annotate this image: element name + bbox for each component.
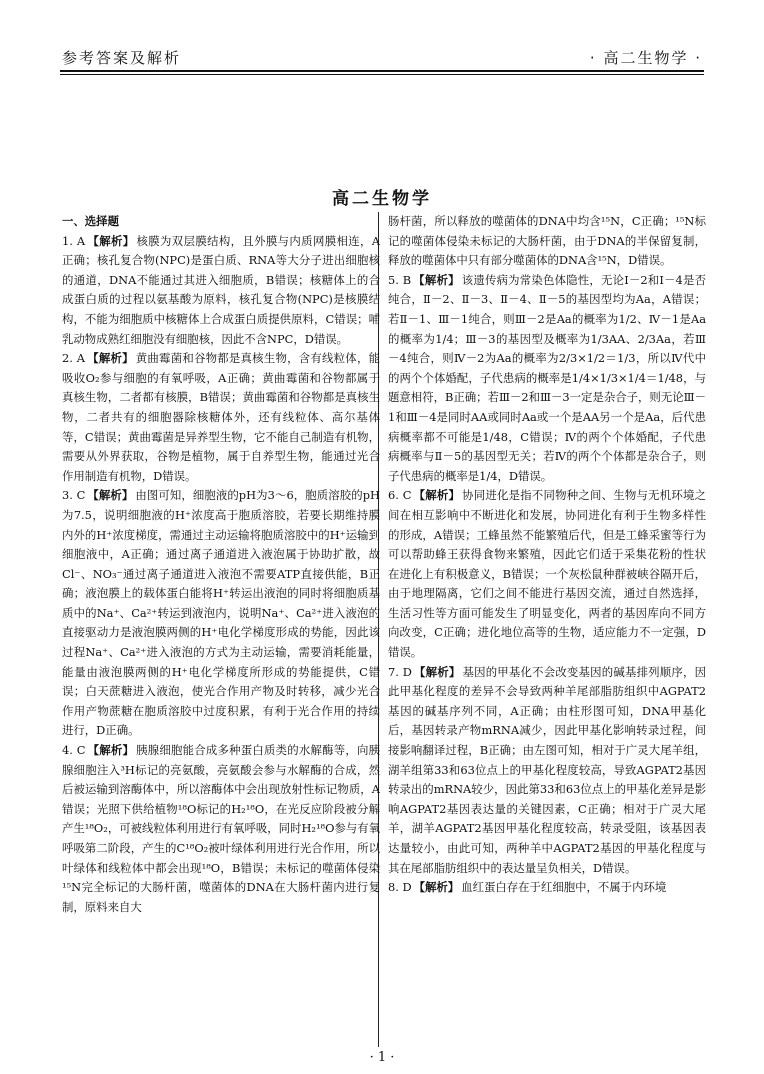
answer-text: 黄曲霉菌和谷物都是真核生物，含有线粒体，能吸收O₂参与细胞的有氧呼吸，A正确；黄曲霉菌和谷物都属于真核生物，二者都有核膜，B错误；黄曲霉菌和谷物都是真核生物，二者共有的细胞器除核糖体外，还有线粒体、高尔基体等，C错误；黄曲霉菌是异养型生物，它不能自己制造有机物，需要从外界获取，谷物是植物，属于自养型生物，能通过光合作用制造有机物，D错误。: [62, 351, 380, 483]
answer-text: 血红蛋白存在于红细胞中，不属于内环境: [461, 880, 667, 895]
analysis-tag: 【解析】: [87, 488, 134, 503]
analysis-tag: 【解析】: [413, 272, 460, 287]
answer-number: 3. C: [62, 488, 86, 503]
header-rule-thin: [60, 74, 704, 75]
analysis-tag: 【解析】: [413, 488, 461, 503]
answer-item: [388, 486, 706, 662]
answer-text: 基因的甲基化不会改变基因的碱基排列顺序，因此甲基化程度的差异不会导致两种羊尾部脂肪组织中AGPAT2基因的碱基序列不同，A正确；由柱形图可知，DNA甲基化后，基因转录产物mRNA减少，因此甲基化影响转录过程，间接影响翻译过程，B正确；由左图可知，相对于广灵大尾羊组，湖羊组第33和63位点上的甲基化程度较高，导致AGPAT2基因转录出的mRNA较少，因此第33和63位点上的甲基化差异是影响AGPAT2基因表达量的关键因素，C正确；相对于广灵大尾羊，湖羊AGPAT2基因甲基化程度较高，转录受阻，该基因表达量较小，由此可知，两种羊中AGPAT2基因的甲基化程度与其在尾部脂肪组织中的表达量呈负相关，D错误。: [388, 664, 706, 875]
header-left-title: 参考答案及解析: [62, 49, 182, 67]
answer-number: 1. A: [62, 233, 86, 248]
answer-number: 8. D: [388, 880, 412, 895]
analysis-tag: 【解析】: [87, 743, 135, 758]
answer-item: [62, 349, 380, 486]
answer-item: [62, 486, 380, 741]
answer-item-q4-continued: [388, 212, 706, 271]
answer-text-continued: 肠杆菌，所以释放的噬菌体的DNA中均含¹⁵N，C正确；¹⁵N标记的噬菌体侵染未标记的大肠杆菌，由于DNA的半保留复制，释放的噬菌体中只有部分噬菌体的DNA含¹⁵N，D错误。: [388, 214, 706, 268]
analysis-tag: 【解析】: [86, 351, 134, 366]
answer-number: 7. D: [388, 664, 412, 679]
answer-text: 该遗传病为常染色体隐性，无论Ⅰ－2和Ⅰ－4是否纯合，Ⅱ－2、Ⅱ－3、Ⅱ－4、Ⅱ－5的基因型均为Aa，A错误；若Ⅱ－1、Ⅲ－1纯合，则Ⅲ－2是Aa的概率为1/2、Ⅳ－1是Aa的概率为1/4；Ⅲ－3的基因型及概率为1/3AA、2/3Aa，若Ⅲ－4纯合，则Ⅳ－2为Aa的概率为2/3×1/2＝1/3，所以Ⅳ代中的两个个体婚配，子代患病的概率是1/4×1/3×1/4＝1/48，与题意相符，B正确；若Ⅲ－2和Ⅲ－3一定是杂合子，则无论Ⅲ－1和Ⅲ－4是同时AA或同时Aa或一个是AA另一个是Aa，后代患病概率都不可能是1/48，C错误；Ⅳ的两个个体婚配，子代患病概率与Ⅱ－5的基因型无关；若Ⅳ的两个个体都是杂合子，则子代患病的概率是1/4，D错误。: [388, 272, 706, 483]
answer-item: [62, 232, 380, 350]
answer-number: 5. B: [388, 272, 412, 287]
left-column: [62, 212, 380, 917]
answer-number: 6. C: [388, 488, 412, 503]
analysis-tag: 【解析】: [87, 233, 135, 248]
answer-text: 由图可知，细胞液的pH为3～6，胞质溶胶的pH为7.5，说明细胞液的H⁺浓度高于胞质溶胶，若要长期维持膜内外的H⁺浓度梯度，需通过主动运输将胞质溶胶中的H⁺运输到细胞液中，A正确；通过离子通道进入液泡属于协助扩散，故Cl⁻、NO₃⁻通过离子通道进入液泡不需要ATP直接供能，B正确；液泡膜上的载体蛋白能将H⁺转运出液泡的同时将细胞质基质中的Na⁺、Ca²⁺转运到液泡内，说明Na⁺、Ca²⁺进入液泡的直接驱动力是液泡膜两侧的H⁺电化学梯度形成的势能，因此该过程Na⁺、Ca²⁺进入液泡的方式为主动运输，需要消耗能量，能量由液泡膜两侧的H⁺电化学梯度所形成的势能提供，C错误；白天蔗糖进入液泡，使光合作用产物及时转移，减少光合作用产物蔗糖在胞质溶胶中过度积累，有利于光合作用的持续进行，D正确。: [62, 488, 380, 738]
right-column: [388, 212, 706, 898]
page-title: 高二生物学: [332, 189, 432, 209]
answer-number: 4. C: [62, 743, 86, 758]
analysis-tag: 【解析】: [413, 880, 460, 895]
answer-item: [388, 878, 706, 898]
section-heading: 一、选择题: [62, 214, 119, 228]
answer-number: 2. A: [62, 351, 85, 366]
header-right-subject: · 高二生物学 ·: [589, 49, 702, 67]
page-number: · 1 ·: [369, 1050, 395, 1065]
answer-item: [388, 663, 706, 879]
answer-item: [388, 271, 706, 487]
answer-item-q4-start: [62, 741, 380, 917]
header-rule: [60, 70, 704, 72]
answer-text: 核膜为双层膜结构，且外膜与内质网膜相连，A正确；核孔复合物(NPC)是蛋白质、RNA等大分子进出细胞核的通道，DNA不能通过其进入细胞质，B错误；核糖体上的合成蛋白质的过程以氨基酸为原料，核孔复合物(NPC)是核膜结构，不能为细胞质中核糖体上合成蛋白质提供原料，C错误；哺乳动物成熟红细胞没有细胞核，因此不含NPC，D错误。: [62, 233, 380, 346]
answer-text: 胰腺细胞能合成多种蛋白质类的水解酶等，向胰腺细胞注入³H标记的亮氨酸，亮氨酸会参与水解酶的合成，然后被运输到溶酶体中，所以溶酶体中会出现放射性标记物质，A错误；光照下供给植物¹⁸O标记的H₂¹⁸O，在光反应阶段被分解产生¹⁸O₂，可被线粒体利用进行有氧呼吸，同时H₂¹⁸O参与有氧呼吸第二阶段，产生的C¹⁸O₂被叶绿体利用进行光合作用，所以叶绿体和线粒体中都会出现¹⁸O，B错误；未标记的噬菌体侵染¹⁵N完全标记的大肠杆菌，噬菌体的DNA在大肠杆菌内进行复制，原料来自大: [62, 743, 380, 914]
analysis-tag: 【解析】: [413, 664, 461, 679]
answer-text: 协同进化是指不同物种之间、生物与无机环境之间在相互影响中不断进化和发展，协同进化有利于生物多样性的形成，A错误；工蜂虽然不能繁殖后代，但是工蜂采蜜等行为可以帮助蜂王获得食物来繁殖，因此它们适于采集花粉的性状在进化上有积极意义，B错误；一个灰松鼠种群被峡谷隔开后，由于地理隔离，它们之间不能进行基因交流，通过自然选择，生活习性等方面可能发生了明显变化，两者的基因库向不同方向改变，C正确；进化地位高等的生物，适应能力不一定强，D错误。: [388, 488, 706, 660]
